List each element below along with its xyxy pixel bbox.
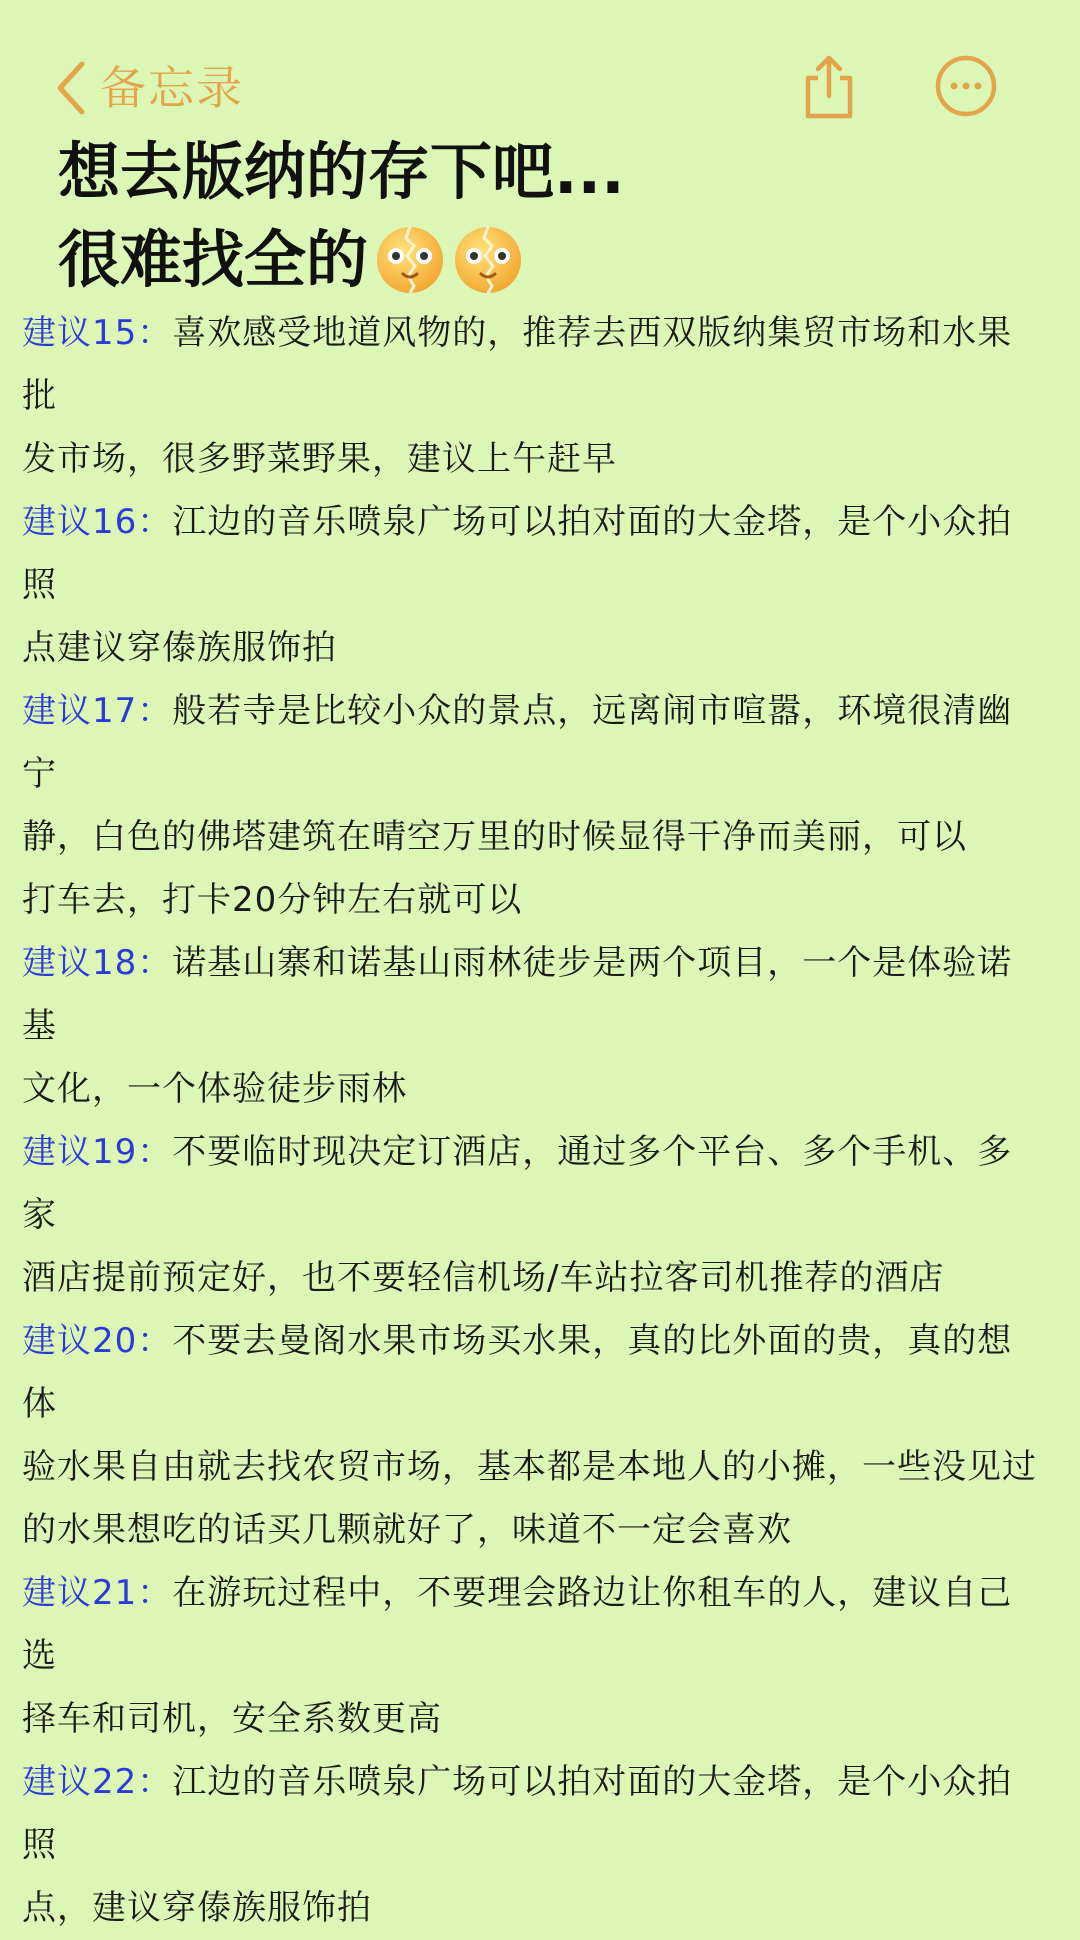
title-line-1 bbox=[58, 128, 1038, 216]
tip-item bbox=[22, 1121, 1042, 1310]
tip-item bbox=[22, 680, 1042, 932]
tip-line bbox=[22, 1562, 1042, 1688]
tip-text: 诺基山寨和诺基山雨林徒步是两个项目，一个是体验诺基 bbox=[22, 943, 1013, 1046]
tip-line: 发市场，很多野菜野果，建议上午赶早 bbox=[22, 439, 617, 479]
tips-list bbox=[22, 302, 1042, 1940]
tip-item bbox=[22, 1310, 1042, 1562]
tip-line: 酒店提前预定好，也不要轻信机场/车站拉客司机推荐的酒店 bbox=[22, 1258, 945, 1298]
tip-line bbox=[22, 1310, 1042, 1436]
tip-line: 择车和司机，安全系数更高 bbox=[22, 1699, 442, 1739]
tip-key: 建议18： bbox=[22, 943, 173, 983]
cracked-face-emoji-icon bbox=[374, 224, 446, 296]
tip-line: 验水果自由就去找农贸市场，基本都是本地人的小摊，一些没见过 bbox=[22, 1447, 1037, 1487]
tip-line: 打车去，打卡20分钟左右就可以 bbox=[22, 880, 523, 920]
tip-text: 般若寺是比较小众的景点，远离闹市喧嚣，环境很清幽宁 bbox=[22, 691, 1013, 794]
tip-line bbox=[22, 932, 1042, 1058]
back-label: 备忘录 bbox=[100, 61, 244, 115]
ellipsis-circle-icon[interactable] bbox=[934, 54, 998, 118]
chevron-left-icon bbox=[52, 58, 92, 118]
navigation-bar bbox=[0, 0, 1080, 130]
tip-text: 喜欢感受地道风物的，推荐去西双版纳集贸市场和水果批 bbox=[22, 313, 1013, 416]
title-line-2 bbox=[58, 216, 1038, 304]
title-text-1: 想去版纳的存下吧... bbox=[58, 135, 625, 208]
tip-text: 江边的音乐喷泉广场可以拍对面的大金塔，是个小众拍照 bbox=[22, 502, 1013, 605]
tip-item bbox=[22, 491, 1042, 680]
tip-line: 的水果想吃的话买几颗就好了，味道不一定会喜欢 bbox=[22, 1510, 792, 1550]
tip-line bbox=[22, 302, 1042, 428]
tip-line: 点建议穿傣族服饰拍 bbox=[22, 628, 337, 668]
tip-key: 建议22： bbox=[22, 1762, 173, 1802]
share-icon[interactable] bbox=[800, 54, 858, 120]
back-button[interactable] bbox=[52, 58, 244, 118]
tip-line: 点，建议穿傣族服饰拍 bbox=[22, 1888, 372, 1928]
tip-text: 在游玩过程中，不要理会路边让你租车的人，建议自己选 bbox=[22, 1573, 1013, 1676]
tip-line bbox=[22, 491, 1042, 617]
tip-key: 建议19： bbox=[22, 1132, 173, 1172]
tip-line: 文化，一个体验徒步雨林 bbox=[22, 1069, 407, 1109]
tip-item bbox=[22, 932, 1042, 1121]
tip-text: 不要临时现决定订酒店，通过多个平台、多个手机、多家 bbox=[22, 1132, 1013, 1235]
tip-key: 建议15： bbox=[22, 313, 173, 353]
tip-text: 不要去曼阁水果市场买水果，真的比外面的贵，真的想体 bbox=[22, 1321, 1013, 1424]
tip-key: 建议16： bbox=[22, 502, 173, 542]
tip-item bbox=[22, 1751, 1042, 1940]
tip-line bbox=[22, 1751, 1042, 1877]
cracked-face-emoji-icon bbox=[452, 224, 524, 296]
title-text-2: 很难找全的 bbox=[58, 223, 369, 296]
tip-line: 静，白色的佛塔建筑在晴空万里的时候显得干净而美丽，可以 bbox=[22, 817, 967, 857]
tip-item bbox=[22, 1562, 1042, 1751]
tip-key: 建议21： bbox=[22, 1573, 173, 1613]
tip-text: 江边的音乐喷泉广场可以拍对面的大金塔，是个小众拍照 bbox=[22, 1762, 1013, 1865]
tip-line bbox=[22, 1121, 1042, 1247]
tip-line bbox=[22, 680, 1042, 806]
note-title bbox=[58, 128, 1038, 304]
tip-key: 建议17： bbox=[22, 691, 173, 731]
tip-item bbox=[22, 302, 1042, 491]
tip-key: 建议20： bbox=[22, 1321, 173, 1361]
